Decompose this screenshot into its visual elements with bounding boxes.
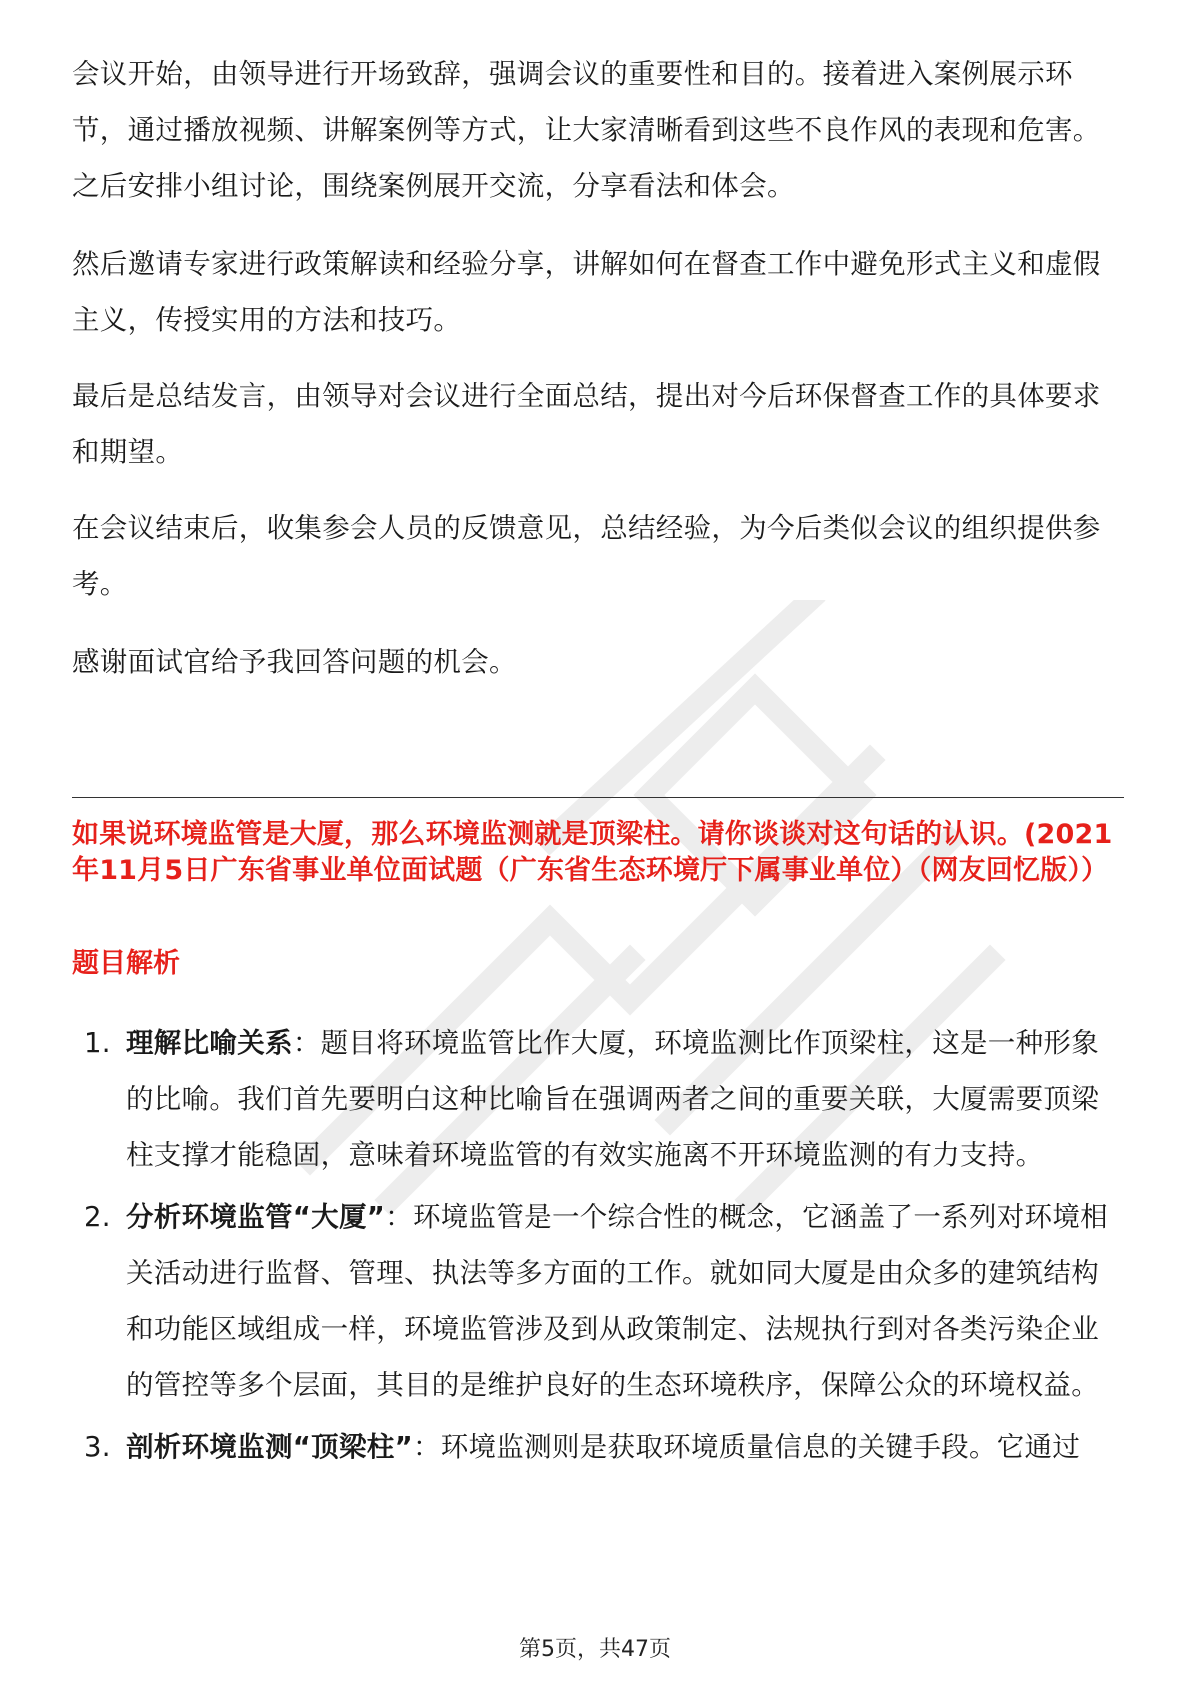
question-heading: 如果说环境监管是大厦，那么环境监测就是顶梁柱。请你谈谈对这句话的认识。(2021年11月5日广东省事业单位面试题（广东省生态环境厅下属事业单位）（网友回忆版）） bbox=[72, 819, 1113, 886]
list-number: 1. bbox=[84, 1027, 111, 1059]
list-item-title: 理解比喻关系 bbox=[126, 1027, 293, 1059]
section-divider bbox=[72, 797, 1124, 798]
list-number: 2. bbox=[84, 1201, 111, 1233]
paragraph-summary: 最后是总结发言，由领导对会议进行全面总结，提出对今后环保督查工作的具体要求和期望。 bbox=[72, 380, 1101, 468]
paragraph-expert-sharing: 然后邀请专家进行政策解读和经验分享，讲解如何在督查工作中避免形式主义和虚假主义，传授实用的方法和技巧。 bbox=[72, 248, 1101, 336]
list-item-title: 分析环境监管“大厦” bbox=[126, 1201, 386, 1233]
list-item-title: 剖析环境监测“顶梁柱” bbox=[126, 1431, 413, 1463]
analysis-heading: 题目解析 bbox=[72, 948, 180, 979]
list-item-text: ：环境监测则是获取环境质量信息的关键手段。它通过 bbox=[412, 1431, 1081, 1463]
list-item-text: ：环境监管是一个综合性的概念，它涵盖了一系列对环境相关活动进行监督、管理、执法等多方面的工作。就如同大厦是由众多的建筑结构和功能区域组成一样，环境监管涉及到从政策制定、法规执行到对各类污染企业的管控等多个层面，其目的是维护良好的生态环境秩序，保障公众的环境权益。 bbox=[126, 1201, 1108, 1401]
list-item bbox=[72, 1189, 1122, 1413]
paragraph-meeting-start: 会议开始，由领导进行开场致辞，强调会议的重要性和目的。接着进入案例展示环节，通过播放视频、讲解案例等方式，让大家清晰看到这些不良作风的表现和危害。之后安排小组讨论，围绕案例展开交流，分享看法和体会。 bbox=[72, 58, 1101, 202]
analysis-list bbox=[72, 1015, 1122, 1481]
list-item bbox=[72, 1015, 1122, 1183]
paragraph-feedback: 在会议结束后，收集参会人员的反馈意见，总结经验，为今后类似会议的组织提供参考。 bbox=[72, 512, 1101, 600]
paragraph-thanks: 感谢面试官给予我回答问题的机会。 bbox=[72, 646, 517, 678]
list-number: 3. bbox=[84, 1431, 111, 1463]
list-item bbox=[72, 1419, 1122, 1475]
list-item-text: ：题目将环境监管比作大厦，环境监测比作顶梁柱，这是一种形象的比喻。我们首先要明白这种比喻旨在强调两者之间的重要关联，大厦需要顶梁柱支撑才能稳固，意味着环境监管的有效实施离不开环境监测的有力支持。 bbox=[126, 1027, 1100, 1171]
page-footer: 第5页，共47页 bbox=[519, 1637, 671, 1662]
